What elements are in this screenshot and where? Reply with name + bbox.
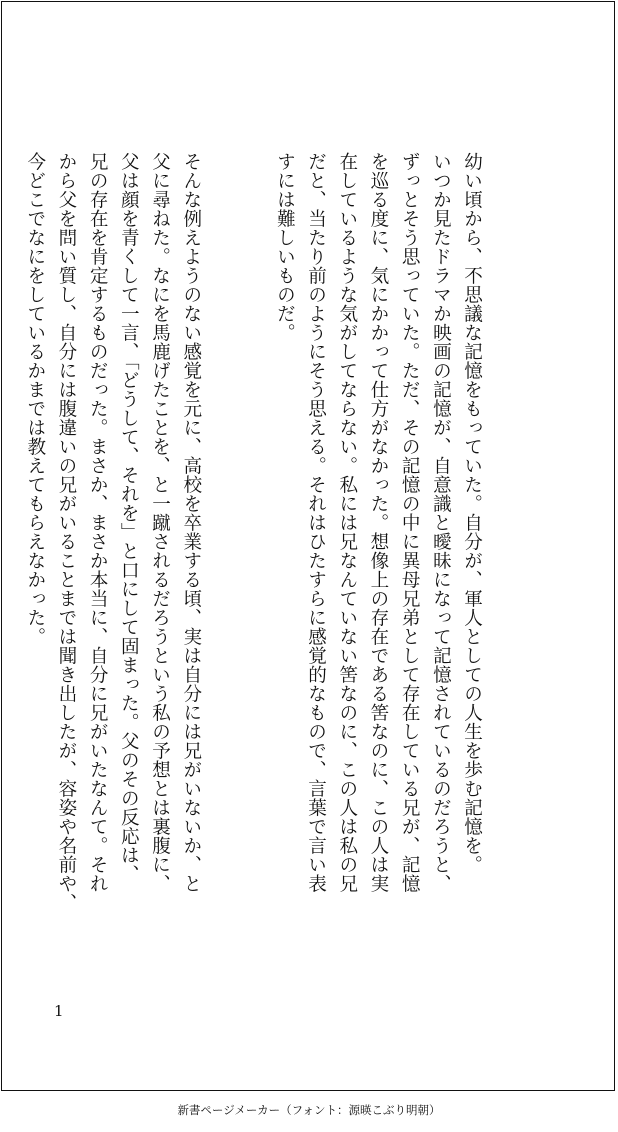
paragraph-1: 幼い頃から、不思議な記憶をもっていた。自分が、軍人としての人生を歩む記憶を。 いつか見たドラマか映画の記憶が、自意識と曖昧になって記憶されているのだろうと、 ずっとそう思っていた。ただ、その記憶の中に異母兄弟として存在している兄が、記憶 を巡る度に、気にかかって仕方がなかった。想像上の存在である筈なのに、この人は実 在しているような気がしてならない。私には兄なんていない筈なのに、この人は私の兄 だと、当たり前のようにそう思える。それはひたすらに感覚的なもので、言葉で言い表 すには難しいものだ。	[274, 152, 483, 893]
book-page	[1, 1, 615, 1091]
vertical-text-body	[24, 152, 550, 912]
footer-caption: 新書ページメーカー（フォント：源暎こぶり明朝）	[177, 1103, 441, 1117]
page-number: 1	[54, 1002, 64, 1020]
paragraph-2: そんな例えようのない感覚を元に、高校を卒業する頃、実は自分には兄がいないか、と 父に尋ねた。なにを馬鹿げたことを、と一蹴されるだろうという私の予想とは裏腹に、 父は顔を青くして一言、「どうして、それを」と口にして固まった。父のその反応は、 兄の存在を肯定するものだった。まさか、まさか本当に、自分に兄がいたなんて。それ から父を問い質し、自分には腹違いの兄がいることまでは聞き出したが、容姿や名前や、 今どこでなにをしているかまでは教えてもらえなかった。	[24, 152, 202, 912]
